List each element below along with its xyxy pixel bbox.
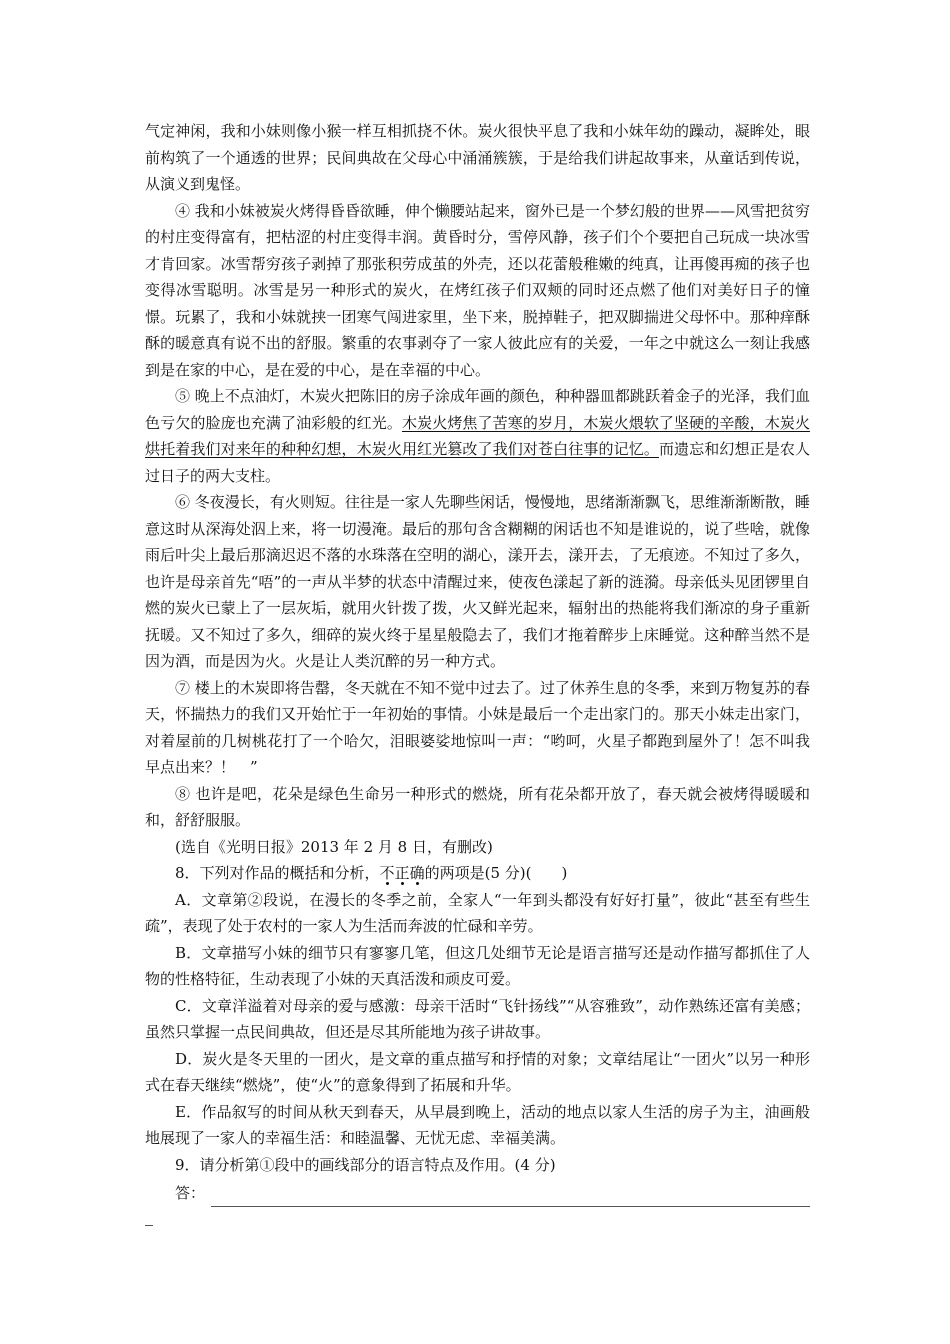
q8-stem-end: 的两项是(5 分)( ) xyxy=(424,864,568,882)
paragraph-5-text: ⑤ 晚上不点油灯，木炭火把陈旧的房子涂成年画的颜色，种种器皿都跳跃着金子的光泽，我们血色亏欠的脸庞也充满了油彩般的红光。 xyxy=(145,387,810,432)
underlined-sentence: 木炭火烤焦了苦寒的岁月，木炭火煨软了坚硬的辛酸，木炭火烘托着我们对来年的种种幻想，木炭火用红光篡改了我们对苍白往事的记忆。 xyxy=(145,413,810,458)
q8-stem-start: 8．下列对作品的概括和分析， xyxy=(175,864,380,882)
question-9-stem: 9．请分析第①段中的画线部分的语言特点及作用。(4 分) xyxy=(175,1155,556,1174)
option-b: B．文章描写小妹的细节只有寥寥几笔，但这几处细节无论是语言描写还是动作描写都抓住了人物的性格特征，生动表现了小妹的天真活泼和顽皮可爱。 xyxy=(145,943,810,988)
question-8-stem xyxy=(145,860,810,887)
option-e: E．作品叙写的时间从秋天到春天，从早晨到晚上，活动的地点以家人生活的房子为主，油画般地展现了一家人的幸福生活：和睦温馨、无忧无虑、幸福美满。 xyxy=(145,1102,810,1147)
option-c: C．文章洋溢着对母亲的爱与感激：母亲干活时“飞针扬线”“从容雅致”，动作熟练还富有美感；虽然只掌握一点民间典故，但还是尽其所能地为孩子讲故事。 xyxy=(145,996,810,1041)
paragraph-5-tail: 而遗忘和幻想正是农人过日子的两大支柱。 xyxy=(145,440,810,485)
paragraph-5 xyxy=(145,383,810,489)
emphasis-dot-char: 确 xyxy=(409,864,425,882)
paragraph-6: ⑥ 冬夜漫长，有火则短。往往是一家人先聊些闲话，慢慢地，思绪渐渐飘飞，思维渐渐断散，睡意这时从深海处泅上来，将一切漫淹。最后的那句含含糊糊的闲话也不知是谁说的，说了些啥，就像雨后叶尖上最后那滴迟迟不落的水珠落在空明的湖心，漾开去，漾开去，了无痕迹。不知过了多久，也许是母亲首先“唔”的一声从半梦的状态中清醒过来，使夜色漾起了新的涟漪。母亲低头见团锣里自燃的炭火已蒙上了一层灰垢，就用火针拨了拨，火又鲜光起来，辐射出的热能将我们渐凉的身子重新抚暖。又不知过了多久，细碎的炭火终于星星般隐去了，我们才拖着醉步上床睡觉。这种醉当然不是因为酒，而是因为火。火是让人类沉醉的另一种方式。 xyxy=(145,493,810,670)
answer-line-continuation xyxy=(145,1225,153,1226)
paragraph-4: ④ 我和小妹被炭火烤得昏昏欲睡，伸个懒腰站起来，窗外已是一个梦幻般的世界——风雪把贫穷的村庄变得富有，把枯涩的村庄变得丰润。黄昏时分，雪停风静，孩子们个个要把自己玩成一块冰雪才肯回家。冰雪帮穷孩子剥掉了那张积劳成茧的外壳，还以花蕾般稚嫩的纯真，让再傻再痴的孩子也变得冰雪聪明。冰雪是另一种形式的炭火，在烤红孩子们双颊的同时还点燃了他们对美好日子的憧憬。玩累了，我和小妹就挟一团寒气闯进家里，坐下来，脱掉鞋子，把双脚揣进父母怀中。那种痒酥酥的暖意真有说不出的舒服。繁重的农事剥夺了一家人彼此应有的关爱，一年之中就这么一刻让我感到是在家的中心，是在爱的中心，是在幸福的中心。 xyxy=(145,201,810,379)
answer-label: 答： xyxy=(175,1184,206,1202)
option-a: A．文章第②段说，在漫长的冬季之前，全家人“一年到头都没有好好打量”，彼此“甚至有些生疏”，表现了处于农村的一家人为生活而奔波的忙碌和辛劳。 xyxy=(145,890,810,935)
paragraph-8: ⑧ 也许是吧，花朵是绿色生命另一种形式的燃烧，所有花朵都开放了，春天就会被烤得暖暖和和，舒舒服服。 xyxy=(145,784,810,829)
exam-page xyxy=(145,118,810,1226)
source-citation: (选自《光明日报》2013 年 2 月 8 日，有删改) xyxy=(175,837,493,856)
emphasis-dot-char: 不 xyxy=(379,864,395,882)
paragraph-3-continued: 气定神闲，我和小妹则像小猴一样互相抓挠不休。炭火很快平息了我和小妹年幼的躁动，凝眸处，眼前构筑了一个通透的世界；民间典故在父母心中涌涌簇簇，于是给我们讲起故事来，从童话到传说，从演义到鬼怪。 xyxy=(145,122,810,193)
paragraph-7: ⑦ 楼上的木炭即将告罄，冬天就在不知不觉中过去了。过了休养生息的冬季，来到万物复苏的春天，怀揣热力的我们又开始忙于一年初始的事情。小妹是最后一个走出家门的。那天小妹走出家门，对着屋前的几树桃花打了一个哈欠，泪眼婆娑地惊叫一声：“哟呵，火星子都跑到屋外了！怎不叫我早点出来？！ ” xyxy=(145,678,810,776)
answer-line[interactable] xyxy=(211,1186,810,1207)
emphasis-dot-char: 正 xyxy=(394,864,410,882)
option-d: D．炭火是冬天里的一团火，是文章的重点描写和抒情的对象；文章结尾让“一团火”以另一种形式在春天继续“燃烧”，使“火”的意象得到了拓展和升华。 xyxy=(145,1049,810,1094)
answer-area[interactable] xyxy=(145,1180,810,1207)
